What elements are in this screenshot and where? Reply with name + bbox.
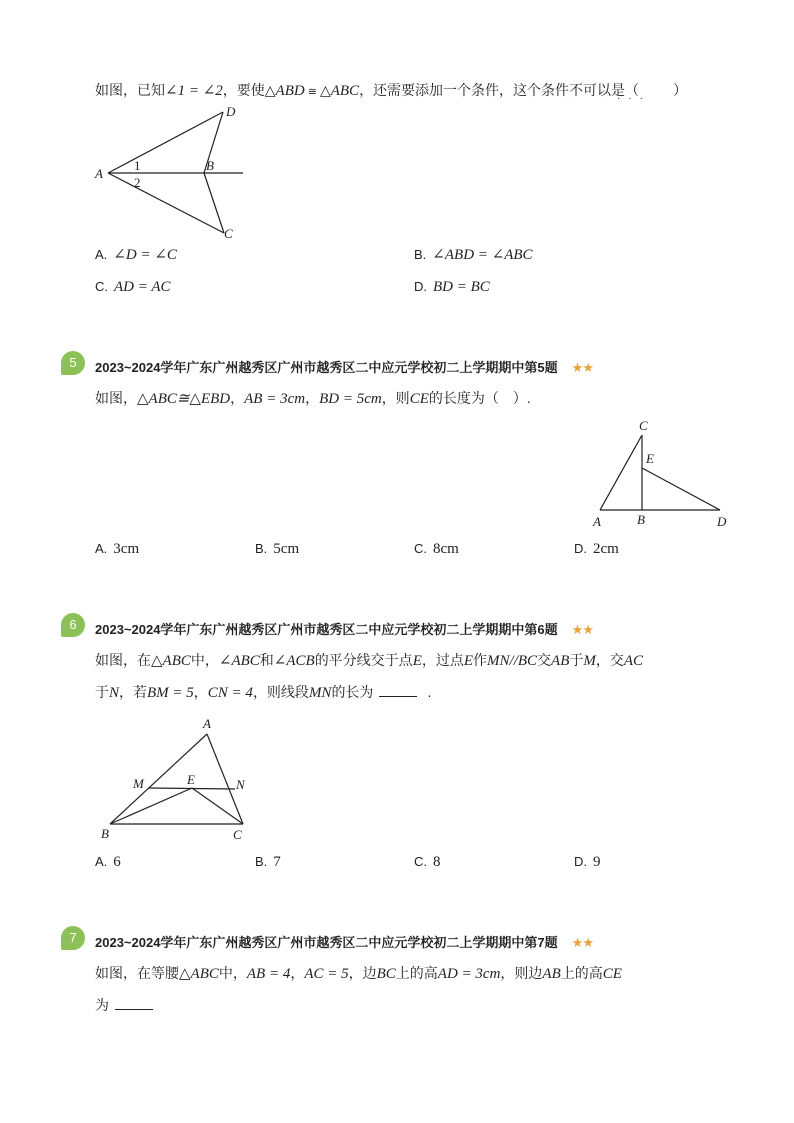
q6-line1-run-13: AB	[551, 653, 570, 669]
q4-stem-pre: 如图，已知	[95, 82, 165, 98]
q6-line2-run-2: ，若	[119, 684, 148, 700]
q7-line1-run-5: AC = 5	[304, 966, 349, 982]
q5-difficulty-stars: ★★	[571, 360, 593, 375]
q6-line2-run-8: 的长为	[331, 684, 374, 700]
q6-line1-run-3: ∠ABC	[218, 653, 260, 669]
q6-line1-run-8: ，过点	[421, 652, 464, 668]
q6-option-b[interactable]	[255, 852, 281, 872]
q5-option-c-label: C.	[414, 541, 427, 556]
q4-option-a-label: A.	[95, 247, 108, 262]
q4-tri1: ABD	[275, 83, 305, 99]
q5-stem	[95, 388, 531, 409]
q6-line1-run-14: 于	[569, 652, 584, 668]
q5-source	[95, 357, 593, 377]
q5-stem-c: ，	[230, 390, 245, 406]
q4-tri-symbol: △	[319, 82, 331, 98]
q7-line1-run-1: △ABC	[179, 966, 219, 982]
q5-option-d[interactable]	[574, 539, 619, 559]
q6-option-d[interactable]	[574, 852, 601, 872]
q5-figure	[585, 413, 735, 533]
q6-line1-run-2: 中，	[190, 652, 219, 668]
q6-line1-run-9: E	[463, 653, 474, 669]
q4-option-d[interactable]	[414, 277, 490, 297]
q6-option-b-label: B.	[255, 854, 268, 869]
q7-line1-run-10: ，则边	[500, 965, 543, 981]
q7-line1-run-3: AB = 4	[246, 966, 291, 982]
q4-stem-mid: ，要使△	[222, 82, 276, 98]
q4-condition: ∠1 = ∠2	[165, 83, 223, 99]
q7-line1-run-0: 如图，在等腰	[95, 965, 179, 981]
q6-label-A: A	[203, 716, 211, 731]
q4-label-C: C	[224, 226, 233, 241]
q6-line1-run-17: AC	[623, 653, 644, 669]
q4-option-a[interactable]	[95, 245, 177, 265]
q5-label-C: C	[639, 418, 648, 433]
q6-label-E: E	[187, 772, 195, 787]
q6-line2-run-1: N	[109, 685, 120, 701]
q4-label-A: A	[95, 166, 103, 181]
q5-label-D: D	[717, 514, 727, 529]
q6-difficulty-stars: ★★	[571, 622, 593, 637]
q5-stem-i: 的长度为（ ）.	[428, 390, 531, 406]
q5-source-text: 2023~2024学年广东广州越秀区广州市越秀区二中应元学校初二上学期期中第5题	[95, 360, 558, 375]
q6-figure	[95, 712, 265, 847]
q6-option-a-label: A.	[95, 854, 108, 869]
q4-option-a-text: ∠D = ∠C	[113, 247, 177, 263]
q4-congruent: ≅	[307, 86, 317, 98]
q6-line1-run-4: 和	[259, 652, 274, 668]
q6-option-a-text: 6	[113, 854, 121, 870]
q5-option-b[interactable]	[255, 539, 299, 559]
q5-stem-d: AB = 3cm	[244, 391, 306, 407]
q6-stem-line2	[95, 682, 431, 703]
q4-label-2: 2	[134, 175, 141, 190]
q6-line1-run-12: 交	[537, 652, 552, 668]
q5-stem-b: △ABC≅△EBD	[137, 391, 231, 407]
q7-line1-run-8: 上的高	[395, 965, 438, 981]
q4-option-c-label: C.	[95, 279, 108, 294]
q6-label-N: N	[236, 777, 245, 792]
q6-line1-run-7: E	[412, 653, 422, 669]
q6-option-c[interactable]	[414, 852, 441, 872]
q6-option-c-text: 8	[433, 854, 441, 870]
q6-number-badge: 6	[61, 613, 85, 637]
q5-option-b-label: B.	[255, 541, 268, 556]
q7-line1-run-7: BC	[376, 966, 396, 982]
q6-option-c-label: C.	[414, 854, 427, 869]
q6-answer-blank[interactable]	[379, 682, 417, 697]
q4-tri2: ABC	[330, 83, 360, 99]
q4-stem	[95, 80, 687, 102]
q5-option-c[interactable]	[414, 539, 459, 559]
q7-stem-line2	[95, 995, 153, 1015]
q6-line1-run-6: 的平分线交于点	[314, 652, 413, 668]
q6-tail: .	[427, 684, 432, 700]
q4-label-1: 1	[134, 158, 141, 173]
q6-line2-run-3: BM = 5	[147, 685, 194, 701]
q5-stem-a: 如图，	[95, 390, 137, 406]
q6-source-text: 2023~2024学年广东广州越秀区广州市越秀区二中应元学校初二上学期期中第6题	[95, 622, 558, 637]
q5-option-d-label: D.	[574, 541, 587, 556]
q6-line-BE	[110, 788, 192, 824]
q7-source-text: 2023~2024学年广东广州越秀区广州市越秀区二中应元学校初二上学期期中第7题	[95, 935, 558, 950]
q6-option-b-text: 7	[273, 854, 281, 870]
q6-line2-run-0: 于	[95, 684, 109, 700]
q6-line1-run-0: 如图，在	[95, 652, 151, 668]
q5-option-b-text: 5cm	[273, 541, 300, 557]
q6-option-a[interactable]	[95, 852, 121, 872]
q4-option-b-text: ∠ABD = ∠ABC	[432, 247, 533, 263]
q5-option-a-label: A.	[95, 541, 108, 556]
q7-line1-run-2: 中，	[218, 965, 247, 981]
q5-stem-f: BD = 5cm	[319, 391, 382, 407]
q5-stem-h: CE	[409, 391, 429, 407]
q6-stem-line1	[95, 650, 643, 671]
q6-stem-line2-text	[95, 684, 373, 700]
q4-option-b-label: B.	[414, 247, 427, 262]
q4-option-d-label: D.	[414, 279, 427, 294]
q4-paren-close: ）	[673, 82, 688, 98]
q4-figure	[90, 100, 260, 245]
q7-stem-line2-text: 为	[95, 997, 109, 1013]
q4-emphasis-dots: ···	[617, 93, 651, 104]
q4-stem-post: ，还需要添加一个条件，这个条件不可以是（	[359, 82, 640, 98]
q6-source	[95, 619, 593, 639]
q6-line2-run-5: CN = 4	[207, 685, 253, 701]
q6-option-d-text: 9	[593, 854, 601, 870]
q5-stem-g: ，则	[381, 390, 410, 406]
q7-line1-run-9: AD = 3cm	[437, 966, 501, 982]
q4-option-b[interactable]	[414, 245, 533, 265]
q5-option-a-text: 3cm	[113, 541, 140, 557]
q7-answer-blank[interactable]	[115, 995, 153, 1010]
q7-line1-run-4: ，	[290, 965, 305, 981]
q7-stem-line1	[95, 963, 622, 984]
q7-line1-run-11: AB	[542, 966, 561, 982]
q7-line1-run-12: 上的高	[560, 965, 603, 981]
q6-line1-run-15: M	[583, 653, 596, 669]
q6-line1-run-10: 作	[473, 652, 488, 668]
q6-line1-run-5: ∠ACB	[273, 653, 315, 669]
q6-line2-run-4: ，	[193, 684, 208, 700]
q6-line1-run-1: △ABC	[151, 653, 191, 669]
q4-option-c[interactable]	[95, 277, 171, 297]
q7-number-badge: 7	[61, 926, 85, 950]
q5-line-AC	[600, 435, 642, 510]
q5-number-badge: 5	[61, 351, 85, 375]
q4-label-B: B	[206, 158, 214, 173]
q6-line1-run-11: MN//BC	[487, 653, 538, 669]
q7-source	[95, 932, 593, 952]
q7-difficulty-stars: ★★	[571, 935, 593, 950]
q5-line-ED	[642, 468, 720, 510]
q5-label-B: B	[637, 512, 645, 527]
q5-label-A: A	[593, 514, 601, 529]
q6-line2-run-6: ，则线段	[252, 684, 309, 700]
q6-option-d-label: D.	[574, 854, 587, 869]
q7-line1-run-13: CE	[602, 966, 622, 982]
q4-option-c-text: AD = AC	[114, 279, 171, 295]
q5-option-a[interactable]	[95, 539, 139, 559]
q6-label-B: B	[101, 826, 109, 841]
q5-stem-e: ，	[305, 390, 320, 406]
q6-label-M: M	[133, 776, 144, 791]
q5-option-c-text: 8cm	[433, 541, 459, 557]
q6-line1-run-16: ，交	[595, 652, 624, 668]
q5-option-d-text: 2cm	[593, 541, 619, 557]
q4-label-D: D	[226, 104, 236, 119]
q4-option-d-text: BD = BC	[433, 279, 490, 295]
q6-label-C: C	[233, 827, 242, 842]
q6-line2-run-7: MN	[308, 685, 332, 701]
q5-label-E: E	[646, 451, 654, 466]
q7-line1-run-6: ，边	[348, 965, 377, 981]
